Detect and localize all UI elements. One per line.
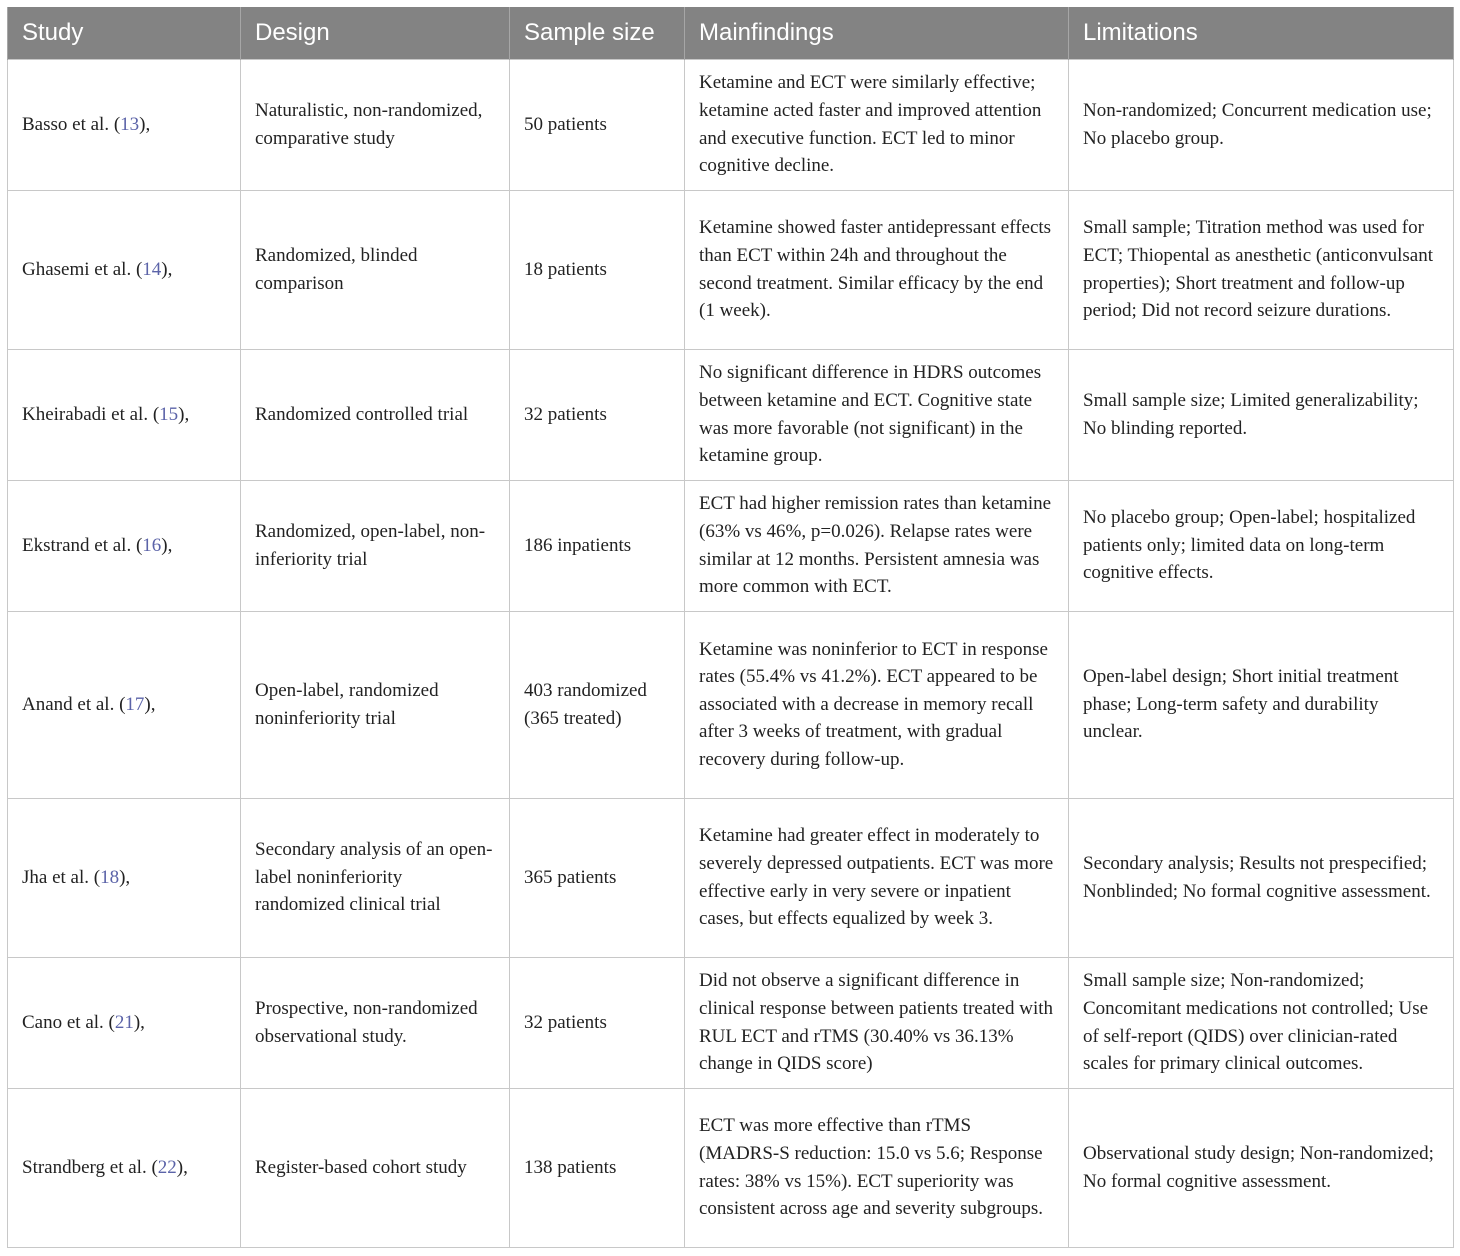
findings-cell: No significant difference in HDRS outcomes between ketamine and ECT. Cognitive state was more favorable (not significant) in the ketamine group. xyxy=(685,349,1069,480)
study-cell xyxy=(8,798,241,957)
study-cell xyxy=(8,190,241,349)
study-suffix: ), xyxy=(139,113,151,135)
study-suffix: ), xyxy=(178,403,190,425)
header-sample-size: Sample size xyxy=(510,7,685,59)
study-cell xyxy=(8,59,241,190)
design-cell: Register-based cohort study xyxy=(241,1088,510,1247)
study-suffix: ), xyxy=(176,1156,188,1178)
limitations-cell: Open-label design; Short initial treatment phase; Long-term safety and durability unclear. xyxy=(1069,611,1454,798)
reference-link[interactable]: 16 xyxy=(142,534,162,556)
table-header xyxy=(8,7,1454,59)
study-name: Jha et al. ( xyxy=(22,866,101,888)
limitations-cell: Secondary analysis; Results not prespecified; Nonblinded; No formal cognitive assessment. xyxy=(1069,798,1454,957)
study-name: Ghasemi et al. ( xyxy=(22,258,143,280)
table-row xyxy=(8,957,1454,1088)
study-name: Basso et al. ( xyxy=(22,113,121,135)
study-name: Anand et al. ( xyxy=(22,693,126,715)
study-suffix: ), xyxy=(161,258,173,280)
studies-table xyxy=(7,7,1454,1248)
design-cell: Open-label, randomized noninferiority trial xyxy=(241,611,510,798)
design-cell: Naturalistic, non-randomized, comparative study xyxy=(241,59,510,190)
study-name: Cano et al. ( xyxy=(22,1011,115,1033)
findings-cell: Ketamine had greater effect in moderately to severely depressed outpatients. ECT was more effective early in very severe or inpatient cases, but effects equalized by week 3. xyxy=(685,798,1069,957)
study-suffix: ), xyxy=(144,693,156,715)
reference-link[interactable]: 13 xyxy=(120,113,140,135)
findings-cell: ECT had higher remission rates than ketamine (63% vs 46%, p=0.026). Relapse rates were similar at 12 months. Persistent amnesia was more common with ECT. xyxy=(685,480,1069,611)
findings-cell: Ketamine and ECT were similarly effective; ketamine acted faster and improved attention and executive function. ECT led to minor cognitive decline. xyxy=(685,59,1069,190)
study-suffix: ), xyxy=(161,534,173,556)
findings-cell: ECT was more effective than rTMS (MADRS-S reduction: 15.0 vs 5.6; Response rates: 38% vs 15%). ECT superiority was consistent across age and severity subgroups. xyxy=(685,1088,1069,1247)
study-name: Kheirabadi et al. ( xyxy=(22,403,160,425)
design-cell: Randomized, open-label, non-inferiority trial xyxy=(241,480,510,611)
sample-size-cell: 32 patients xyxy=(510,349,685,480)
header-design: Design xyxy=(241,7,510,59)
table-row xyxy=(8,611,1454,798)
header-main-findings: Mainfindings xyxy=(685,7,1069,59)
sample-size-cell: 50 patients xyxy=(510,59,685,190)
table-row xyxy=(8,1088,1454,1247)
sample-size-cell: 186 inpatients xyxy=(510,480,685,611)
sample-size-cell: 32 patients xyxy=(510,957,685,1088)
limitations-cell: Small sample size; Limited generalizability; No blinding reported. xyxy=(1069,349,1454,480)
study-cell xyxy=(8,349,241,480)
limitations-cell: Small sample size; Non-randomized; Concomitant medications not controlled; Use of self-report (QIDS) over clinician-rated scales for primary clinical outcomes. xyxy=(1069,957,1454,1088)
table-row xyxy=(8,190,1454,349)
limitations-cell: Observational study design; Non-randomized; No formal cognitive assessment. xyxy=(1069,1088,1454,1247)
study-cell xyxy=(8,1088,241,1247)
study-cell xyxy=(8,611,241,798)
table-row xyxy=(8,349,1454,480)
table-row xyxy=(8,480,1454,611)
header-row xyxy=(8,7,1454,59)
limitations-cell: Small sample; Titration method was used for ECT; Thiopental as anesthetic (anticonvulsant properties); Short treatment and follow-up period; Did not record seizure durations. xyxy=(1069,190,1454,349)
table-body xyxy=(8,59,1454,1247)
limitations-cell: Non-randomized; Concurrent medication use; No placebo group. xyxy=(1069,59,1454,190)
reference-link[interactable]: 17 xyxy=(125,693,145,715)
limitations-cell: No placebo group; Open-label; hospitalized patients only; limited data on long-term cognitive effects. xyxy=(1069,480,1454,611)
design-cell: Secondary analysis of an open-label noninferiority randomized clinical trial xyxy=(241,798,510,957)
sample-size-cell: 403 randomized (365 treated) xyxy=(510,611,685,798)
table-row xyxy=(8,59,1454,190)
findings-cell: Ketamine showed faster antidepressant effects than ECT within 24h and throughout the second treatment. Similar efficacy by the end (1 week). xyxy=(685,190,1069,349)
reference-link[interactable]: 14 xyxy=(142,258,162,280)
sample-size-cell: 138 patients xyxy=(510,1088,685,1247)
table-row xyxy=(8,798,1454,957)
design-cell: Randomized controlled trial xyxy=(241,349,510,480)
study-cell xyxy=(8,957,241,1088)
sample-size-cell: 365 patients xyxy=(510,798,685,957)
findings-cell: Did not observe a significant difference in clinical response between patients treated with RUL ECT and rTMS (30.40% vs 36.13% change in QIDS score) xyxy=(685,957,1069,1088)
header-limitations: Limitations xyxy=(1069,7,1454,59)
study-suffix: ), xyxy=(133,1011,145,1033)
study-name: Strandberg et al. ( xyxy=(22,1156,158,1178)
reference-link[interactable]: 21 xyxy=(114,1011,134,1033)
reference-link[interactable]: 22 xyxy=(157,1156,177,1178)
design-cell: Prospective, non-randomized observational study. xyxy=(241,957,510,1088)
reference-link[interactable]: 15 xyxy=(159,403,179,425)
reference-link[interactable]: 18 xyxy=(100,866,120,888)
study-cell xyxy=(8,480,241,611)
header-study: Study xyxy=(8,7,241,59)
study-name: Ekstrand et al. ( xyxy=(22,534,143,556)
findings-cell: Ketamine was noninferior to ECT in response rates (55.4% vs 41.2%). ECT appeared to be associated with a decrease in memory recall after 3 weeks of treatment, with gradual recovery during follow-up. xyxy=(685,611,1069,798)
sample-size-cell: 18 patients xyxy=(510,190,685,349)
design-cell: Randomized, blinded comparison xyxy=(241,190,510,349)
study-suffix: ), xyxy=(119,866,131,888)
